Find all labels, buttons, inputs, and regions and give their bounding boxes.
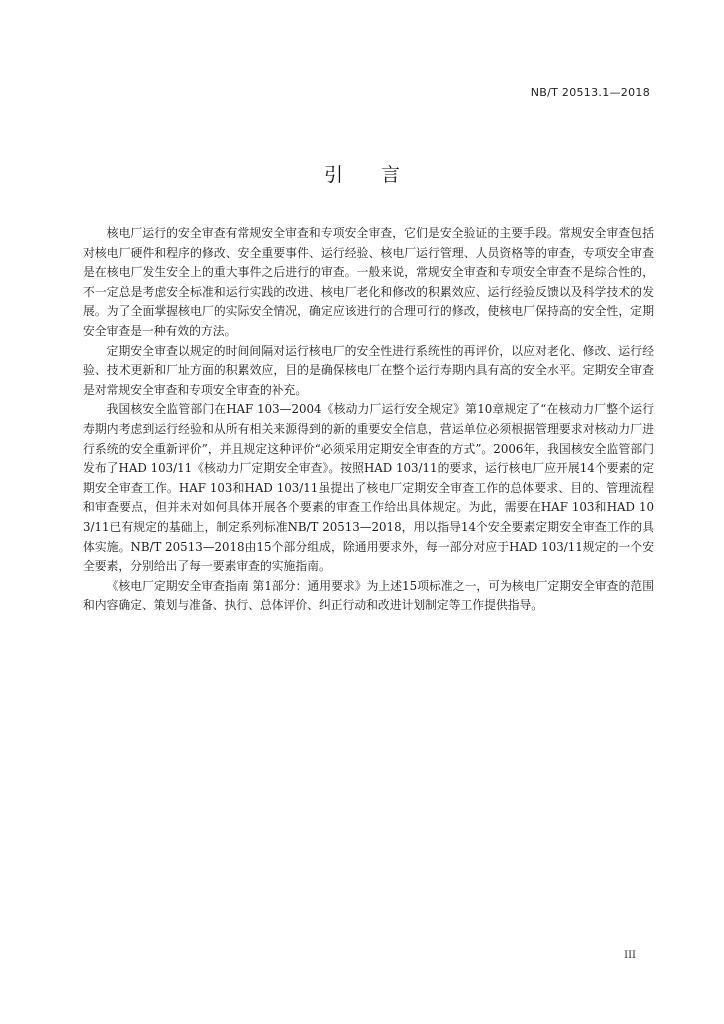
paragraph-4: 《核电厂定期安全审查指南 第1部分：通用要求》为上述15项标准之一，可为核电厂定期安全审查的范围和内容确定、策划与准备、执行、总体评价、纠正行动和改进计划制定等工作提供指导。 [83,578,654,613]
paragraph-3: 我国核安全监管部门在HAF 103—2004《核动力厂运行安全规定》第10章规定了“在核动力厂整个运行寿期内考虑到运行经验和从所有相关来源得到的新的重要安全信息，营运单位必须根据管理要求对核动力厂进行系统的安全重新评价”，并且规定这种评价“必须采用定期安全审查的方式”。2006年，我国核安全监管部门发布了HAD 103/11《核动力厂定期安全审查》。按照HAD 103/11的要求，运行核电厂应开展14个要素的定期安全审查工作。HAF 103和HAD 103/11虽提出了核电厂定期安全审查工作的总体要求、目的、管理流程和审查要点，但并未对如何具体开展各个要素的审查工作给出具体规定。为此，需要在HAF 103和HAD 103/11已有规定的基础上，制定系列标准NB/T 20513—2018，用以指导14个安全要素定期安全审查工作的具体实施。NB/T 20513—2018由15个部分组成，除通用要求外，每一部分对应于HAD 103/11规定的一个安全要素，分别给出了每一要素审查的实施指南。 [83,402,654,574]
paragraph-1: 核电厂运行的安全审查有常规安全审查和专项安全审查，它们是安全验证的主要手段。常规安全审查包括对核电厂硬件和程序的修改、安全重要事件、运行经验、核电厂运行管理、人员资格等的审查，专项安全审查是在核电厂发生安全上的重大事件之后进行的审查。一般来说，常规安全审查和专项安全审查不是综合性的，不一定总是考虑安全标准和运行实践的改进、核电厂老化和修改的积累效应、运行经验反馈以及科学技术的发展。为了全面掌握核电厂的实际安全情况，确定应该进行的合理可行的修改，使核电厂保持高的安全性，定期安全审查是一种有效的方法。 [83,226,654,338]
paragraph-2: 定期安全审查以规定的时间间隔对运行核电厂的安全性进行系统性的再评价，以应对老化、修改、运行经验、技术更新和厂址方面的积累效应，目的是确保核电厂在整个运行寿期内具有高的安全水平。定期安全审查是对常规安全审查和专项安全审查的补充。 [83,343,654,397]
standard-number: NB/T 20513.1—2018 [530,86,650,99]
page-number: III [624,950,636,961]
section-title: 引 言 [323,164,417,186]
body-text [83,224,654,616]
